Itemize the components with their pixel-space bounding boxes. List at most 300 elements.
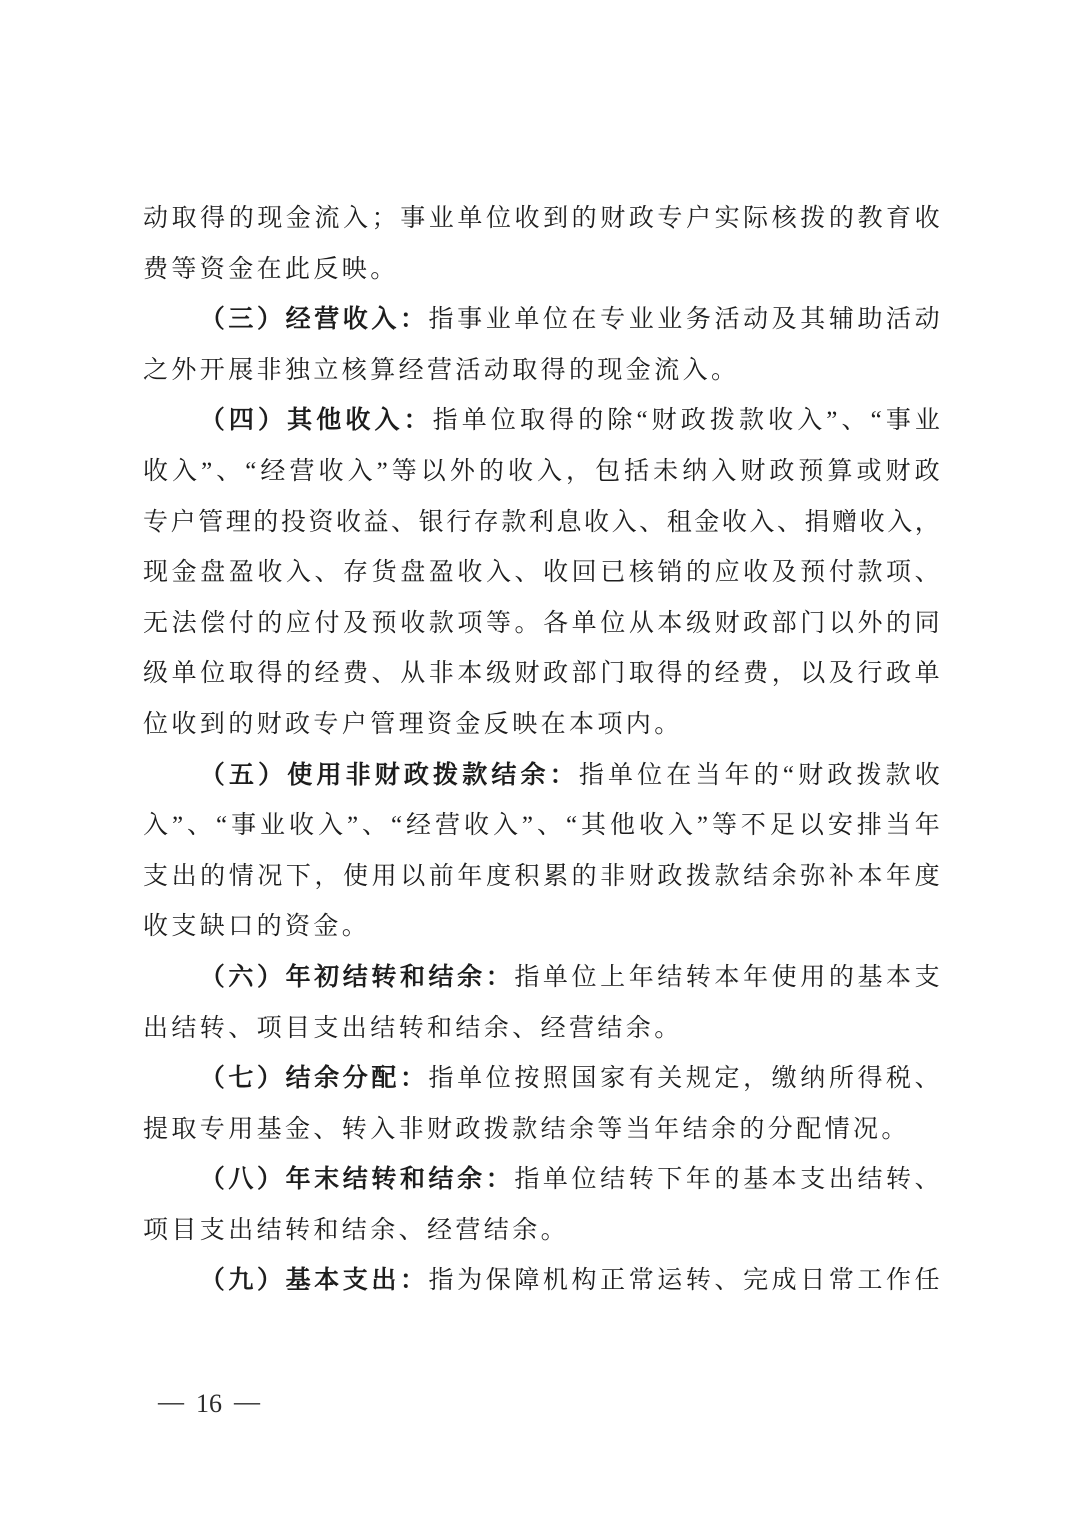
body-char: 政 (886, 660, 912, 688)
body-char: 财 (714, 609, 740, 637)
body-char: 的 (253, 508, 279, 536)
body-char: 完 (743, 1267, 769, 1295)
body-char: 级 (485, 660, 511, 688)
body-char: 转 (685, 963, 711, 991)
body-char: 本 (457, 660, 483, 688)
section-term-char: 结 (491, 761, 517, 789)
body-char: 、 (187, 812, 213, 840)
body-char: 、 (914, 559, 940, 587)
body-char: 足 (769, 812, 795, 840)
body-char: 位 (485, 1065, 511, 1093)
body-char: 入 (667, 812, 693, 840)
body-char: 偿 (200, 609, 226, 637)
body-char: 使 (771, 963, 797, 991)
section-term-char: ） (258, 761, 284, 789)
body-char: 本 (714, 963, 740, 991)
body-char: 取 (520, 407, 546, 435)
body-char: 的 (478, 457, 504, 485)
body-char: 业 (260, 812, 286, 840)
body-char: 收 (859, 508, 885, 536)
body-char: 入 (317, 812, 343, 840)
body-char: 位 (600, 609, 626, 637)
body-char: 行 (446, 508, 472, 536)
body-char: 流 (314, 205, 340, 232)
body-char: 构 (571, 1267, 597, 1295)
section-term-char: 分 (342, 1065, 368, 1093)
section-term-char: （ (199, 1267, 225, 1295)
body-char: 财 (740, 457, 766, 485)
body-char: 的 (753, 761, 779, 789)
text-line (143, 852, 940, 903)
body-char: 转 (628, 1166, 654, 1194)
body-char: 盈 (228, 559, 254, 587)
body-char: 、 (216, 457, 242, 485)
body-char: 收 (638, 812, 664, 840)
body-char: 专 (657, 205, 683, 232)
section-term-char: 八 (228, 1166, 254, 1194)
body-char: 门 (800, 609, 826, 637)
body-char: 年 (628, 963, 654, 991)
section-term-char: 入 (374, 407, 400, 435)
body-char: 的 (685, 660, 711, 688)
body-char: 单 (171, 660, 197, 688)
body-char: 入 (611, 508, 637, 536)
body-char: 的 (228, 205, 254, 232)
section-term-char: 款 (462, 761, 488, 789)
body-char: 基 (743, 1166, 769, 1194)
body-char: 国 (571, 1065, 597, 1093)
body-char: 收 (507, 457, 533, 485)
body-char: 际 (743, 205, 769, 232)
body-char: 营 (289, 457, 315, 485)
body-char: 级 (685, 609, 711, 637)
body-char: 费 (343, 660, 369, 688)
body-char: 运 (657, 1267, 683, 1295)
body-char: 入 (343, 205, 369, 232)
body-char: 定 (714, 1065, 740, 1093)
body-char: 金 (285, 205, 311, 232)
body-char: 收 (143, 457, 169, 485)
body-char: 业 (485, 306, 511, 334)
section-term-char: ： (399, 306, 425, 334)
body-char: 、 (371, 660, 397, 688)
body-char: 专 (143, 508, 169, 536)
body-char: 位 (485, 205, 511, 232)
body-char: 单 (457, 1065, 483, 1093)
body-char: 保 (485, 1267, 511, 1295)
body-char: ” (826, 407, 838, 435)
body-char: 事 (400, 205, 426, 232)
body-char: 财 (651, 407, 677, 435)
section-term-char: 本 (314, 1267, 340, 1295)
body-char: 以 (828, 609, 854, 637)
body-char: 费 (743, 660, 769, 688)
body-char: 付 (228, 609, 254, 637)
text-line (143, 498, 940, 549)
body-char: 包 (595, 457, 621, 485)
footer-dash-right: — (234, 1387, 260, 1416)
body-char: 、 (639, 508, 665, 536)
body-char: 及 (343, 609, 369, 637)
body-char: 下 (285, 862, 311, 890)
body-char: 基 (857, 963, 883, 991)
body-char: ” (171, 812, 184, 840)
section-term-char: 收 (342, 306, 368, 334)
body-char: 捐 (804, 508, 830, 536)
section-term-char: 五 (228, 761, 254, 789)
section-term-char: ） (256, 1065, 282, 1093)
body-char: 得 (857, 1065, 883, 1093)
text-line: 收支缺口的资金。 (143, 913, 371, 941)
body-char: 盘 (200, 559, 226, 587)
body-char: 入 (797, 407, 823, 435)
body-char: 收 (721, 508, 747, 536)
text-line (143, 396, 940, 447)
body-char: 入 (536, 457, 562, 485)
body-char: 育 (886, 205, 912, 232)
body-char: 财 (600, 205, 626, 232)
body-char: 户 (685, 205, 711, 232)
body-char: 经 (714, 660, 740, 688)
body-char: 支 (143, 862, 169, 890)
body-char: ” (346, 812, 359, 840)
body-char: 取 (628, 660, 654, 688)
body-char: 以 (400, 862, 426, 890)
body-char: 款 (714, 862, 740, 890)
text-line (143, 599, 940, 650)
body-char: 正 (600, 1267, 626, 1295)
body-char: 结 (743, 862, 769, 890)
body-char: 单 (457, 205, 483, 232)
body-char: 入 (887, 508, 913, 536)
body-char: 财 (628, 862, 654, 890)
body-char: 单 (571, 609, 597, 637)
footer-dash-left: — (158, 1387, 184, 1416)
body-char: 政 (543, 660, 569, 688)
body-char: 款 (738, 407, 764, 435)
section-term-char: 非 (345, 761, 371, 789)
body-char: 入 (285, 559, 311, 587)
body-char: 出 (171, 862, 197, 890)
body-char: 家 (600, 1065, 626, 1093)
body-char: 款 (501, 508, 527, 536)
text-line (143, 801, 940, 852)
body-char: 用 (800, 963, 826, 991)
section-term-char: 年 (285, 1166, 311, 1194)
body-char: 同 (914, 609, 940, 637)
body-char: 当 (695, 761, 721, 789)
body-char: 现 (257, 205, 283, 232)
body-char: 的 (257, 609, 283, 637)
body-char: 位 (637, 761, 663, 789)
section-term-char: 基 (285, 1267, 311, 1295)
body-char: 息 (556, 508, 582, 536)
body-char: 活 (886, 306, 912, 334)
body-char: 收 (457, 559, 483, 587)
body-char: 况 (257, 862, 283, 890)
body-char: 年 (914, 812, 940, 840)
section-term-char: 七 (228, 1065, 254, 1093)
body-char: “ (216, 812, 228, 840)
body-char: 存 (343, 559, 369, 587)
body-char: 经 (260, 457, 286, 485)
text-line: 项目支出结转和结余、经营结余。 (143, 1216, 570, 1244)
body-char: 算 (827, 457, 853, 485)
body-char: 部 (771, 609, 797, 637)
body-char: 年 (724, 761, 750, 789)
section-term-char: 营 (314, 306, 340, 334)
section-term-char: （ (199, 407, 225, 435)
body-char: 管 (198, 508, 224, 536)
text-line (143, 295, 940, 346)
body-char: 销 (657, 559, 683, 587)
section-term-char: 余 (457, 1166, 483, 1194)
body-char: ” (696, 812, 708, 840)
body-char: 作 (886, 1267, 912, 1295)
body-char: 的 (828, 205, 854, 232)
body-char: 年 (743, 963, 769, 991)
body-char: 款 (428, 609, 454, 637)
body-char: 政 (827, 761, 853, 789)
body-char: 实 (714, 205, 740, 232)
section-term-char: 出 (371, 1267, 397, 1295)
body-char: 收 (335, 508, 361, 536)
body-char: 日 (800, 1267, 826, 1295)
text-line (143, 548, 940, 599)
body-char: 为 (457, 1267, 483, 1295)
text-line: 提取专用基金、转入非财政拨款结余等当年结余的分配情况。 (143, 1115, 910, 1143)
body-char: 单 (607, 761, 633, 789)
body-char: 经 (314, 660, 340, 688)
text-line (143, 751, 940, 802)
body-char: 、 (514, 559, 540, 587)
body-char: 收 (289, 812, 315, 840)
text-line (143, 1054, 940, 1105)
section-term-char: 其 (287, 407, 313, 435)
body-char: 常 (828, 1267, 854, 1295)
body-char: 结 (657, 963, 683, 991)
body-char: 助 (857, 306, 883, 334)
body-char: 的 (200, 862, 226, 890)
body-char: 从 (400, 660, 426, 688)
body-char: 入 (143, 812, 169, 840)
section-term-char: 三 (228, 306, 254, 334)
body-char: 税 (886, 1065, 912, 1093)
body-char: 教 (857, 205, 883, 232)
section-term-char: 余 (457, 963, 483, 991)
body-char: 投 (280, 508, 306, 536)
body-char: 他 (609, 812, 635, 840)
body-char: 年 (886, 862, 912, 890)
body-char: 本 (771, 1166, 797, 1194)
section-term-char: ） (256, 1166, 282, 1194)
body-char: 支 (800, 1166, 826, 1194)
body-char: “ (390, 812, 403, 840)
body-char: 用 (371, 862, 397, 890)
body-char: 理 (225, 508, 251, 536)
body-char: 、 (362, 812, 388, 840)
body-char: 结 (600, 1166, 626, 1194)
section-term-char: ： (485, 963, 511, 991)
body-char: 财 (885, 457, 911, 485)
body-char: 级 (143, 660, 169, 688)
body-char: 核 (628, 559, 654, 587)
body-char: 位 (200, 660, 226, 688)
body-char: 金 (694, 508, 720, 536)
body-char: 的 (685, 559, 711, 587)
body-char: 本 (657, 609, 683, 637)
section-term-char: 政 (403, 761, 429, 789)
body-char: 核 (771, 205, 797, 232)
section-term-char: 年 (285, 963, 311, 991)
body-char: 收 (400, 609, 426, 637)
body-char: 障 (514, 1267, 540, 1295)
body-char: 收 (914, 761, 940, 789)
body-char: 到 (543, 205, 569, 232)
body-char: 事 (457, 306, 483, 334)
body-char: 机 (542, 1267, 568, 1295)
body-char: 政 (769, 457, 795, 485)
body-char: 指 (428, 306, 454, 334)
body-char: 收 (914, 205, 940, 232)
body-char: 排 (856, 812, 882, 840)
body-char: 单 (542, 963, 568, 991)
body-char: 各 (543, 609, 569, 637)
text-line (143, 649, 940, 700)
body-char: 、 (391, 508, 417, 536)
section-term-char: 九 (228, 1267, 254, 1295)
body-char: 度 (914, 862, 940, 890)
section-term-char: 支 (342, 1267, 368, 1295)
body-char: ； (371, 205, 397, 232)
body-char: ” (376, 457, 388, 485)
body-char: 取 (171, 205, 197, 232)
body-char: 付 (314, 609, 340, 637)
text-line: 出结转、项目支出结转和结余、经营结余。 (143, 1014, 683, 1042)
body-char: 非 (600, 862, 626, 890)
body-char: “ (870, 407, 882, 435)
body-char: 有 (628, 1065, 654, 1093)
body-char: 外 (449, 457, 475, 485)
body-char: 拨 (800, 205, 826, 232)
body-char: 单 (461, 407, 487, 435)
body-char: 动 (743, 306, 769, 334)
section-term-char: 初 (314, 963, 340, 991)
section-term-char: 结 (428, 1166, 454, 1194)
section-term-char: 他 (316, 407, 342, 435)
body-char: 业 (657, 306, 683, 334)
body-char: 单 (542, 1166, 568, 1194)
body-char: 专 (600, 306, 626, 334)
body-char: 情 (228, 862, 254, 890)
body-char: 等 (485, 609, 511, 637)
body-char: 本 (886, 963, 912, 991)
body-char: 本 (857, 862, 883, 890)
body-char: 累 (543, 862, 569, 890)
body-char: 的 (285, 660, 311, 688)
body-char: 财 (514, 660, 540, 688)
section-term-char: （ (199, 306, 225, 334)
section-term-char: 结 (342, 963, 368, 991)
section-term-char: 和 (399, 963, 425, 991)
body-char: 位 (571, 1166, 597, 1194)
section-term-char: 和 (399, 1166, 425, 1194)
body-char: 除 (607, 407, 633, 435)
body-char: 动 (914, 306, 940, 334)
body-char: 金 (171, 559, 197, 587)
body-char: 积 (514, 862, 540, 890)
body-char: 以 (800, 660, 826, 688)
body-char: 政 (743, 609, 769, 637)
body-char: 从 (628, 609, 654, 637)
body-char: 、 (714, 1267, 740, 1295)
body-char: 入 (172, 457, 198, 485)
body-char: 已 (600, 559, 626, 587)
body-char: 上 (600, 963, 626, 991)
body-char: ” (521, 812, 534, 840)
section-term-char: 入 (371, 306, 397, 334)
body-char: 款 (885, 761, 911, 789)
body-char: 收 (318, 457, 344, 485)
body-char: ， (771, 660, 797, 688)
body-char: 使 (343, 862, 369, 890)
body-char: 安 (827, 812, 853, 840)
body-char: 经 (406, 812, 432, 840)
body-char: 盘 (400, 559, 426, 587)
body-char: 现 (143, 559, 169, 587)
body-char: “ (245, 457, 257, 485)
body-char: 预 (798, 457, 824, 485)
body-char: 前 (428, 862, 454, 890)
section-term-char: ： (549, 761, 575, 789)
body-char: 入 (711, 457, 737, 485)
section-term-char: 收 (345, 407, 371, 435)
body-char: 位 (490, 407, 516, 435)
body-char: 收 (463, 812, 489, 840)
body-char: 或 (856, 457, 882, 485)
body-char: 、 (841, 407, 867, 435)
body-char: 行 (857, 660, 883, 688)
body-char: 的 (571, 205, 597, 232)
section-term-char: 结 (285, 1065, 311, 1093)
body-char: 业 (428, 205, 454, 232)
body-char: 无 (143, 609, 169, 637)
body-char: 年 (685, 1166, 711, 1194)
body-char: 项 (457, 609, 483, 637)
body-char: 未 (653, 457, 679, 485)
body-char: 、 (914, 1065, 940, 1093)
body-char: 货 (371, 559, 397, 587)
body-char: 业 (628, 306, 654, 334)
section-term-char: 拨 (433, 761, 459, 789)
text-line: 费等资金在此反映。 (143, 255, 399, 283)
body-char: 辅 (828, 306, 854, 334)
body-char: 款 (857, 559, 883, 587)
body-char: 利 (528, 508, 554, 536)
body-char: 度 (485, 862, 511, 890)
body-char: 、 (914, 1166, 940, 1194)
body-char: ， (914, 508, 940, 536)
body-char: 收 (768, 407, 794, 435)
body-char: 财 (798, 761, 824, 789)
body-char: 关 (657, 1065, 683, 1093)
section-term-char: ） (258, 407, 284, 435)
body-char: 、 (776, 508, 802, 536)
section-term-char: 余 (520, 761, 546, 789)
body-char: 及 (828, 660, 854, 688)
body-char: 结 (857, 1166, 883, 1194)
body-char: 指 (428, 1065, 454, 1093)
